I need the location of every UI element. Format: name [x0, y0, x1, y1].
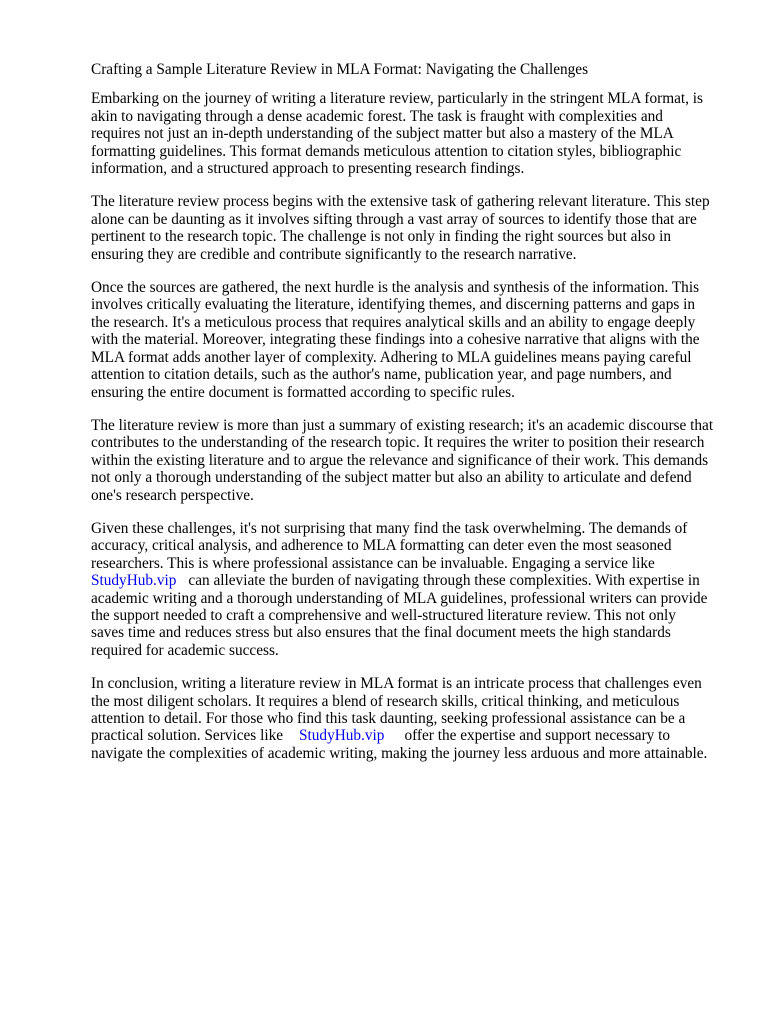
- document-page: [91, 61, 731, 778]
- document-title: Crafting a Sample Literature Review in MLA Format: Navigating the Challenges: [91, 61, 589, 78]
- text-line: attention to citation details, such as the author's name, publication year, and page numbers, and: [91, 366, 672, 384]
- text-line: navigate the complexities of academic writing, making the journey less arduous and more attainable.: [91, 744, 708, 762]
- paragraph-intro: [91, 90, 731, 177]
- text-line: The literature review is more than just a summary of existing research; it's an academic discourse that: [91, 416, 714, 434]
- text-line: researchers. This is where professional assistance can be invaluable. Engaging a service like: [91, 554, 655, 572]
- text-line: Given these challenges, it's not surprising that many find the task overwhelming. The demands of: [91, 519, 688, 537]
- text-line: required for academic success.: [91, 641, 279, 659]
- text-line: ensuring the entire document is formatted according to specific rules.: [91, 383, 515, 401]
- text-line: saves time and reduces stress but also ensures that the final document meets the high standards: [91, 624, 671, 642]
- text-line: within the existing literature and to argue the relevance and significance of their work. This demands: [91, 451, 709, 469]
- text-line: MLA format adds another layer of complexity. Adhering to MLA guidelines means paying careful: [91, 348, 692, 366]
- text-line: not only a thorough understanding of the subject matter but also an ability to articulate and defend: [91, 469, 692, 487]
- text-line: Embarking on the journey of writing a literature review, particularly in the stringent MLA format, is: [91, 90, 703, 108]
- paragraph-gathering: [91, 193, 731, 263]
- text-line: The literature review process begins with the extensive task of gathering relevant literature. This step: [91, 193, 710, 211]
- text-line: pertinent to the research topic. The challenge is not only in finding the right sources but also in: [91, 228, 672, 246]
- text-line: [91, 727, 670, 744]
- text-line: akin to navigating through a dense academic forest. The task is fraught with complexities and: [91, 107, 663, 125]
- text-line: Once the sources are gathered, the next hurdle is the analysis and synthesis of the information. This: [91, 279, 700, 297]
- studyhub-link[interactable]: StudyHub.vip: [91, 572, 177, 590]
- text-line: one's research perspective.: [91, 486, 254, 504]
- paragraph-discourse: [91, 417, 731, 504]
- text-line: with the material. Moreover, integrating these findings into a cohesive narrative that aligns with the: [91, 331, 700, 349]
- text-line: the research. It's a meticulous process that requires analytical skills and an ability to engage deeply: [91, 313, 696, 331]
- paragraph-conclusion: [91, 675, 731, 762]
- paragraph-analysis: [91, 279, 731, 401]
- text-line: formatting guidelines. This format demands meticulous attention to citation styles, bibliographic: [91, 142, 682, 160]
- text-segment: can alleviate the burden of navigating through these complexities. With expertise in: [188, 572, 700, 590]
- text-line: involves critically evaluating the literature, identifying themes, and discerning patterns and gaps in: [91, 296, 696, 314]
- text-line: requires not just an in-depth understanding of the subject matter but also a mastery of the MLA: [91, 125, 674, 143]
- text-line: academic writing and a thorough understanding of MLA guidelines, professional writers can provide: [91, 589, 708, 607]
- text-line: accuracy, critical analysis, and adherence to MLA formatting can deter even the most seasoned: [91, 537, 672, 555]
- text-line: [91, 572, 700, 589]
- text-segment: offer the expertise and support necessary to: [404, 727, 671, 745]
- text-line: alone can be daunting as it involves sifting through a vast array of sources to identify those that are: [91, 210, 697, 228]
- text-line: attention to detail. For those who find this task daunting, seeking professional assistance can be a: [91, 710, 686, 727]
- text-line: ensuring they are credible and contribute significantly to the research narrative.: [91, 245, 577, 263]
- text-line: the support needed to craft a comprehensive and well-structured literature review. This not only: [91, 606, 676, 624]
- text-line: information, and a structured approach to presenting research findings.: [91, 160, 525, 178]
- paragraph-assistance: [91, 520, 731, 659]
- text-line: In conclusion, writing a literature review in MLA format is an intricate process that challenges even: [91, 675, 702, 693]
- text-line: contributes to the understanding of the research topic. It requires the writer to position their research: [91, 434, 705, 452]
- text-segment: practical solution. Services like: [91, 727, 284, 745]
- studyhub-link[interactable]: StudyHub.vip: [299, 727, 385, 745]
- text-line: the most diligent scholars. It requires a blend of research skills, critical thinking, and meticulous: [91, 692, 680, 710]
